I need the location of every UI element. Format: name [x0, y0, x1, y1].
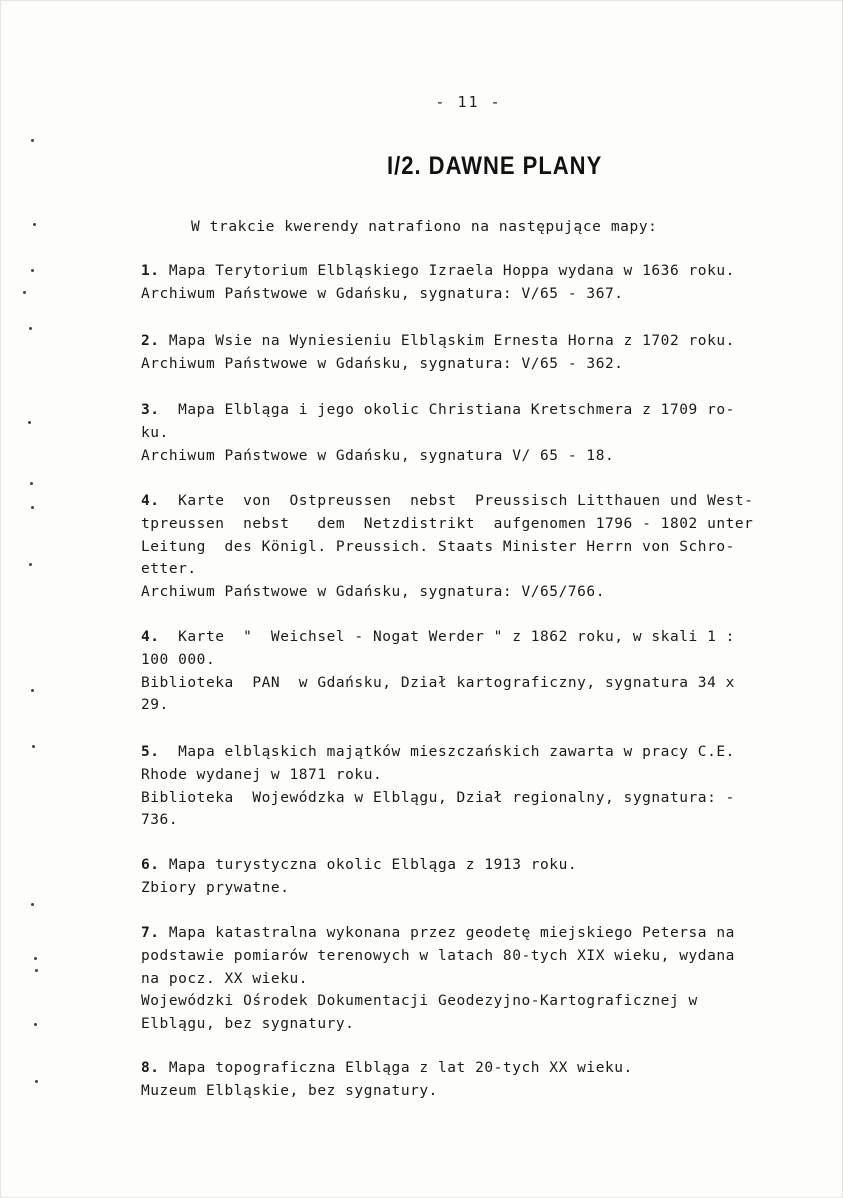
entry-line: 29. — [141, 697, 169, 714]
entry-line: etter. — [141, 561, 197, 578]
entry-line: Rhode wydanej w 1871 roku. — [141, 766, 383, 783]
entry-line: 736. — [141, 812, 179, 829]
section-title: I/2. DAWNE PLANY — [387, 151, 603, 180]
scan-speck — [35, 969, 38, 972]
entry-8 — [141, 922, 801, 1036]
entry-9 — [141, 1057, 801, 1103]
entry-4 — [141, 490, 801, 604]
entry-number: 5. — [141, 744, 160, 760]
scan-speck — [31, 506, 34, 509]
entry-6 — [141, 741, 801, 832]
scan-speck — [28, 421, 31, 424]
entry-line: 100 000. — [141, 651, 216, 668]
entry-number: 7. — [141, 925, 160, 941]
scan-speck — [31, 269, 34, 272]
entry-line: na pocz. XX wieku. — [141, 970, 309, 987]
scan-speck — [31, 903, 34, 906]
scan-speck — [34, 957, 37, 960]
entry-line: Mapa Elbląga i jego okolic Christiana Kretschmera z 1709 ro- — [159, 402, 735, 418]
scan-speck — [32, 745, 35, 748]
entry-number: 4. — [141, 629, 160, 645]
scan-speck — [35, 1080, 38, 1083]
scan-speck — [30, 482, 33, 485]
entry-5 — [141, 626, 801, 717]
intro-text: W trakcie kwerendy natrafiono na następujące mapy: — [191, 219, 658, 235]
entry-line: Leitung des Königl. Preussich. Staats Minister Herrn von Schro- — [141, 538, 735, 555]
entry-number: 1. — [141, 263, 160, 279]
scan-speck — [29, 327, 32, 330]
entry-line: Mapa Wsie na Wyniesieniu Elbląskim Ernesta Horna z 1702 roku. — [159, 333, 735, 349]
entry-line: Mapa topograficzna Elbląga z lat 20-tych XX wieku. — [159, 1060, 633, 1076]
scan-speck — [33, 223, 36, 226]
entry-line: Mapa turystyczna okolic Elbląga z 1913 roku. — [159, 857, 578, 873]
entry-1 — [141, 260, 801, 306]
entry-line: Karte " Weichsel - Nogat Werder " z 1862 roku, w skali 1 : — [159, 629, 735, 645]
entry-number: 3. — [141, 402, 160, 418]
entry-number: 2. — [141, 333, 160, 349]
page-number: - 11 - — [435, 93, 502, 111]
entry-line: Archiwum Państwowe w Gdańsku, sygnatura V/ 65 - 18. — [141, 447, 615, 464]
entry-line: podstawie pomiarów terenowych w latach 80-tych XIX wieku, wydana — [141, 947, 735, 964]
entry-line: Zbiory prywatne. — [141, 879, 290, 896]
entry-line: Biblioteka PAN w Gdańsku, Dział kartograficzny, sygnatura 34 x — [141, 674, 735, 691]
scan-speck — [29, 563, 32, 566]
entry-line: tpreussen nebst dem Netzdistrikt aufgenomen 1796 - 1802 unter — [141, 515, 754, 532]
entry-line: Archiwum Państwowe w Gdańsku, sygnatura: V/65 - 362. — [141, 355, 624, 372]
entry-line: ku. — [141, 424, 169, 441]
scan-speck — [23, 291, 26, 294]
entry-3 — [141, 399, 801, 467]
entry-line: Muzeum Elbląskie, bez sygnatury. — [141, 1082, 438, 1099]
entry-line: Biblioteka Wojewódzka w Elblągu, Dział regionalny, sygnatura: - — [141, 789, 735, 806]
entry-2 — [141, 330, 801, 376]
entry-number: 4. — [141, 493, 160, 509]
scan-speck — [34, 1023, 37, 1026]
entry-7 — [141, 854, 801, 900]
scan-speck — [31, 139, 34, 142]
entry-line: Mapa Terytorium Elbląskiego Izraela Hoppa wydana w 1636 roku. — [159, 263, 735, 279]
entry-line: Wojewódzki Ośrodek Dokumentacji Geodezyjno-Kartograficznej w — [141, 993, 698, 1010]
entry-line: Karte von Ostpreussen nebst Preussisch Litthauen und West- — [159, 493, 754, 509]
entry-line: Archiwum Państwowe w Gdańsku, sygnatura: V/65 - 367. — [141, 285, 624, 302]
scan-speck — [31, 689, 34, 692]
entry-number: 8. — [141, 1060, 160, 1076]
entry-line: Archiwum Państwowe w Gdańsku, sygnatura: V/65/766. — [141, 584, 605, 601]
entry-number: 6. — [141, 857, 160, 873]
entry-line: Mapa katastralna wykonana przez geodetę miejskiego Petersa na — [159, 925, 735, 941]
entry-line: Mapa elbląskich majątków mieszczańskich zawarta w pracy C.E. — [159, 744, 735, 760]
entry-line: Elblągu, bez sygnatury. — [141, 1016, 355, 1033]
